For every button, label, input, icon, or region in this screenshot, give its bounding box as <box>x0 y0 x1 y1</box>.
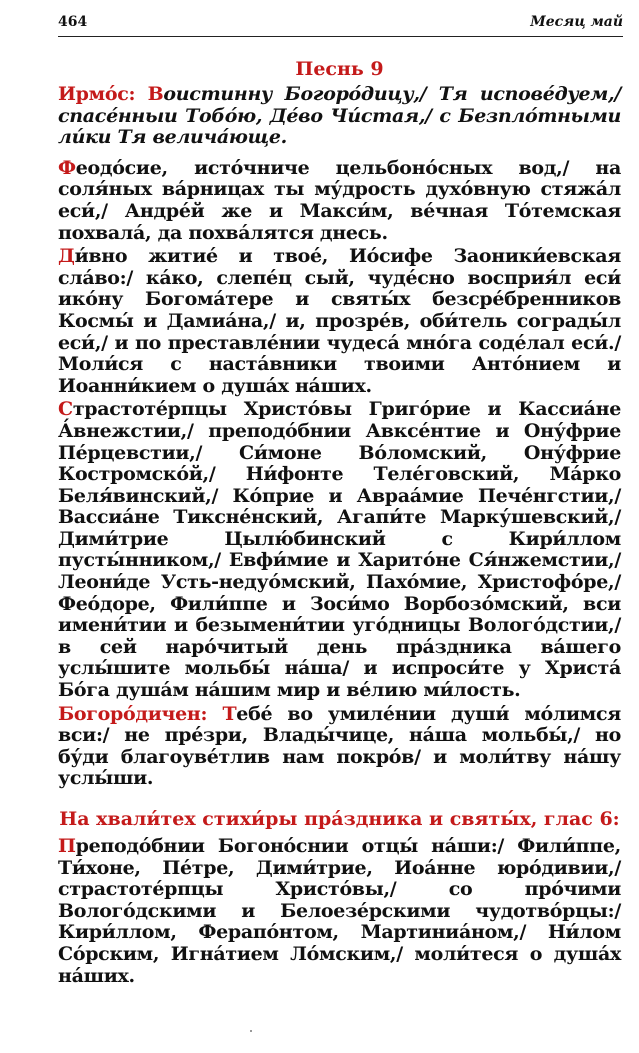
irmos-text: оистинну Богоро́дицу,/ Тя испове́дуем,/ спасе́нныи Тобо́ю, Де́во Чи́стая,/ с Безпло́тными ли́ки Тя велича́юще. <box>58 83 621 149</box>
running-head <box>58 14 623 37</box>
theotokion-initial: Т <box>222 702 237 725</box>
lauds-title: На хвали́тех стихи́ры пра́здника и святы́х, глас 6: <box>59 808 620 830</box>
ode-title: Песнь 9 <box>295 58 384 80</box>
irmos-label: Ирмо́с: <box>58 83 136 105</box>
troparion-initial: Д <box>58 245 75 268</box>
print-speck <box>250 1030 252 1032</box>
troparion-1 <box>58 158 621 244</box>
running-title: Месяц май <box>530 14 623 30</box>
theotokion-label: Богоро́дичен: <box>58 702 208 725</box>
troparion-initial: С <box>58 398 73 421</box>
troparion-text: трастоте́рпцы Христо́вы Григо́рие и Кассиа́не А́внежстии,/ преподо́бнии Авксе́нтие и Ону́фрие Пе́рцевстии,/ Си́моне Во́ломский, Ону́фрие Костромско́й,/ Ни́фонте Теле́говский, Ма́рко Беля́винский,/ Ко́прие и Авраа́мие Пече́нгстии,/ Вассиа́не Тиксне́нский, Агапи́те Марку́шевский,/ Дими́трие Цылю́бинский с Кири́ллом пусты́нником,/ Евфи́мие и Харито́не Ся́нжемстии,/ Леони́де Усть-недуо́мский, Пахо́мие, Христофо́ре,/ Фео́доре, Фили́ппе и Зоси́мо Ворбозо́мский, вси имени́тии и безымени́тии уго́дницы Волого́дстии,/ в сей наро́читый день пра́здника ва́шего услы́шите мольбы́ на́ша/ и испроси́те у Христа́ Бо́га душа́м на́шим мир и ве́лию ми́лость. <box>58 398 621 702</box>
irmos-initial: В <box>147 83 164 105</box>
troparion-text: еодо́сие, исто́чниче цельбоно́сных вод,/ на соля́ных ва́рницах ты му́дрость духо́вную стяжа́л еси́,/ Андре́й же и Макси́м, ве́чная То́темская похвала́, да похва́лятся днесь. <box>58 156 621 244</box>
troparion-3 <box>58 399 621 701</box>
lauds-initial: П <box>58 835 76 857</box>
troparion-initial: Ф <box>58 156 76 179</box>
lauds-sticheron <box>58 836 621 987</box>
lauds-text: реподо́бнии Богоно́снии отцы́ на́ши:/ Фили́ппе, Ти́хоне, Пе́тре, Дими́трие, Иоа́нне юро́дивии,/ страстоте́рпцы Христо́вы,/ со про́чими Волого́дскими и Белоезе́рскими чудотво́рцы:/ Кири́ллом, Ферапо́нтом, Мартиниа́ном,/ Ни́лом Со́рским, Игна́тием Ло́мским,/ моли́теся о душа́х на́ших. <box>58 835 621 987</box>
page-content <box>58 58 621 989</box>
irmos-paragraph <box>58 84 621 149</box>
troparion-text: и́вно житие́ и твое́, Ио́сифе Заоники́евская сла́во:/ ка́ко, слепе́ц сый, чуде́сно восприя́л еси́ ико́ну Богома́тере и святы́х безсре́бренников Космы́ и Дамиа́на,/ и, прозре́в, оби́тель сограды́л еси́,/ и по преставле́нии чудеса́ мно́га соде́лал еси́./ Моли́ся с наста́вники твоими Анто́нием и Иоанни́кием о душа́х на́ших. <box>58 245 621 397</box>
troparion-2 <box>58 246 621 397</box>
page-number: 464 <box>58 14 88 30</box>
theotokion <box>58 704 621 790</box>
theotokion-text: ебе́ во умиле́нии души́ мо́лимся вси:/ не пре́зри, Влады́чице, на́ша мольбы́,/ но бу́ди благоуве́тлив нам покро́в/ и моли́тву на́шу услы́ши. <box>58 702 621 790</box>
